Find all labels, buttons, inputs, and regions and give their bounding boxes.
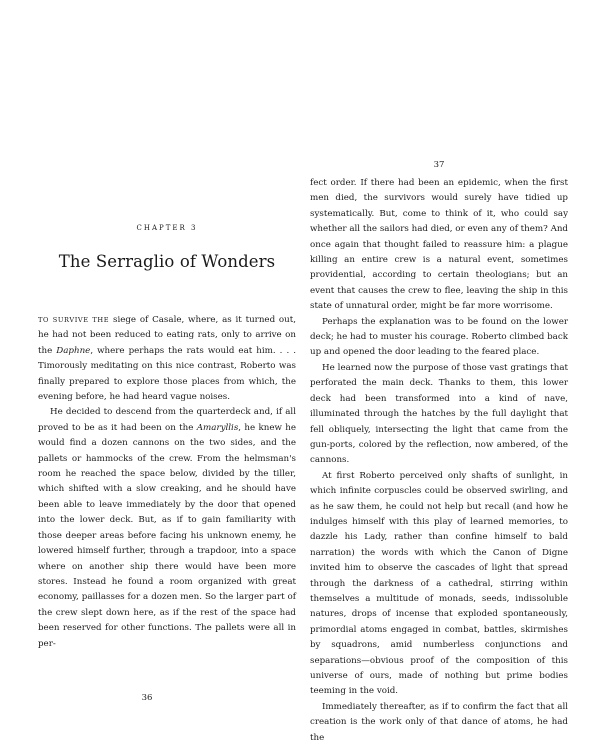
paragraph: At first Roberto perceived only shafts of sunlight, in which infinite corpuscles could be observed swirling, and as he saw them, he could not help but recall (and how he indulges himself with this play of learned memories, to dazzle his Lady, rather than confine himself to bald narration) the words with which the Canon of Digne invited him to observe the cascades of light that spread through the darkness of a cathedral, stirring within themselves a multitude of monads, seeds, indissoluble natures, drops of incense that exploded spontaneously, primordial atoms engaged in combat, battles, skirmishes by squadrons, amid numberless conjunctions and separations—obvious proof of the composition of this universe of ours, made of nothing but prime bodies teeming in the void. (310, 470, 568, 697)
right-page-body (310, 176, 568, 746)
small-caps-lead: TO SURVIVE THE (38, 316, 110, 324)
paragraph: Immediately thereafter, as if to confirm the fact that all creation is the work only of that dance of atoms, he had the (310, 701, 568, 743)
paragraph: fect order. If there had been an epidemic, when the first men died, the survivors would surely have tidied up systematically. But, come to think of it, who could say whether all the sailors had died, or even any of them? And once again that thought failed to reassure him: a plague killing an entire crew is a natural event, sometimes providential, according to certain theologians; but an event that causes the crew to flee, leaving the ship in this state of unnatural order, might be far more worrisome. (310, 178, 568, 312)
chapter-title: The Serraglio of Wonders (58, 252, 276, 271)
page-number: 37 (433, 160, 445, 170)
chapter-label: CHAPTER 3 (136, 224, 198, 232)
paragraph: TO SURVIVE THE siege of Casale, where, as it turned out, he had not been reduced to eating rats, only to arrive on the Daphne, where perhaps the rats would eat him. . . . Timorously meditating on this nice contrast, Roberto was finally prepared to explore those places from which, the evening before, he had heard vague noises. (38, 315, 297, 403)
paragraph: He learned now the purpose of those vast gratings that perforated the main deck. Thanks to them, this lower deck had been transformed into a kind of nave, illuminated through the hatches by the full daylight that fell obliquely, intersecting the light that came from the gun-ports, colored by the reflection, now ambered, of the cannons. (310, 362, 568, 466)
paragraph: Perhaps the explanation was to be found on the lower deck; he had to muster his courage. Roberto climbed back up and opened the door leading to the feared place. (310, 316, 568, 358)
page-number: 36 (141, 693, 153, 703)
paragraph: He decided to descend from the quarterdeck and, if all proved to be as it had been on the Amaryllis, he knew he would find a dozen cannons on the two sides, and the pallets or hammocks of the crew. From the helmsman's room he reached the space below, divided by the tiller, which shifted with a slow creaking, and he should have been able to leave immediately by the door that opened into the lower deck. But, as if to gain familiarity with those deeper areas before facing his unknown enemy, he lowered himself further, through a trapdoor, into a space where on another ship there would have been more stores. Instead he found a room organized with great economy, paillasses for a dozen men. So the larger part of the crew slept down here, as if the rest of the space had been reserved for other functions. The pallets were all in per- (38, 407, 296, 649)
left-page-body (38, 313, 296, 652)
right-page (300, 0, 600, 750)
